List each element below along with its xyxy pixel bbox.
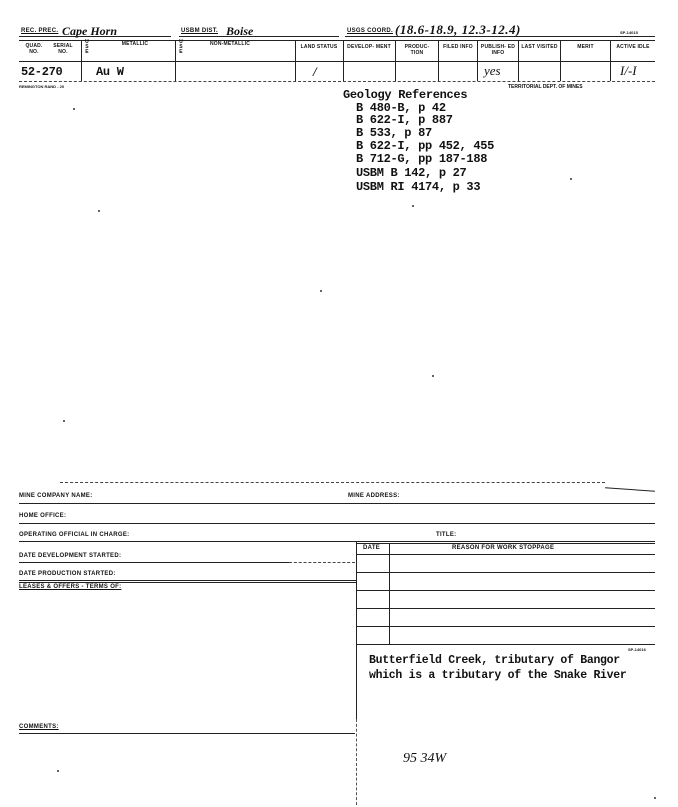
geology-ref-3: B 533, p 87 <box>356 126 432 140</box>
form-number-top: SP-14015 <box>620 30 638 35</box>
land-status-value: / <box>313 64 317 79</box>
home-office-label: HOME OFFICE: <box>19 513 67 519</box>
use-flag2-header: U S E <box>179 39 183 55</box>
mine-address-label: MINE ADDRESS: <box>348 493 400 499</box>
published-info-header: PUBLISH- ED INFO <box>480 44 516 56</box>
rec-prec-label: REC. PREC. <box>21 28 59 34</box>
footer-left-text: REMINGTON RAND - 20 <box>19 84 65 89</box>
geology-ref-2: B 622-I, p 887 <box>356 113 453 127</box>
leases-label: LEASES & OFFERS - TERMS OF: <box>19 584 122 590</box>
footer-right-text: TERRITORIAL DEPT. OF MINES <box>508 84 583 90</box>
metallic-header: METALLIC <box>121 41 149 47</box>
usbm-dist-label: USBM DIST. <box>181 28 219 34</box>
published-info-value: yes <box>484 63 501 78</box>
land-status-header: LAND STATUS <box>300 44 338 50</box>
geology-ref-4: B 622-I, pp 452, 455 <box>356 139 495 153</box>
geology-title: Geology References <box>343 88 468 102</box>
reason-column-header: REASON FOR WORK STOPPAGE <box>452 545 555 551</box>
quad-serial-value: 52-270 <box>21 65 63 79</box>
date-development-label: DATE DEVELOPMENT STARTED: <box>19 553 122 559</box>
mine-company-name-label: MINE COMPANY NAME: <box>19 493 93 499</box>
form-number-bottom: SP-14016 <box>628 647 646 652</box>
usgs-coord-value: (18.6-18.9, 12.3-12.4) <box>395 22 521 37</box>
date-column-header: DATE <box>363 545 381 551</box>
last-visited-header: LAST VISITED <box>521 44 558 50</box>
geology-ref-5: B 712-G, pp 187-188 <box>356 152 488 166</box>
notes-line-2: which is a tributary of the Snake River <box>369 669 627 682</box>
title-label: TITLE: <box>436 532 457 538</box>
use-flag-header: U S E <box>85 39 89 55</box>
geology-ref-1: B 480-B, p 42 <box>356 101 446 115</box>
non-metallic-header: NON-METALLIC <box>209 41 251 47</box>
notes-line-1: Butterfield Creek, tributary of Bangor <box>369 654 620 667</box>
rec-prec-value: Cape Horn <box>62 24 118 38</box>
date-production-label: DATE PRODUCTION STARTED: <box>19 571 116 577</box>
usgs-coord-label: USGS COORD. <box>347 28 393 34</box>
geology-ref-7: USBM RI 4174, p 33 <box>356 180 481 194</box>
metallic-value: Au W <box>96 65 124 79</box>
serial-no-header: SERIAL NO. <box>53 43 73 55</box>
merit-header: MERIT <box>577 44 594 50</box>
operating-official-label: OPERATING OFFICIAL IN CHARGE: <box>19 532 130 538</box>
development-header: DEVELOP- MENT <box>347 44 391 50</box>
active-idle-value: I/-I <box>620 63 637 78</box>
handwritten-note: 95 34W <box>403 751 447 766</box>
quad-no-header: QUAD. NO. <box>25 43 43 55</box>
comments-label: COMMENTS: <box>19 724 59 730</box>
active-idle-header: ACTIVE IDLE <box>616 44 650 50</box>
filed-info-header: FILED INFO <box>443 44 473 50</box>
usbm-dist-value: Boise <box>226 24 254 38</box>
production-header: PRODUC- TION <box>404 44 430 56</box>
geology-ref-6: USBM B 142, p 27 <box>356 166 467 180</box>
